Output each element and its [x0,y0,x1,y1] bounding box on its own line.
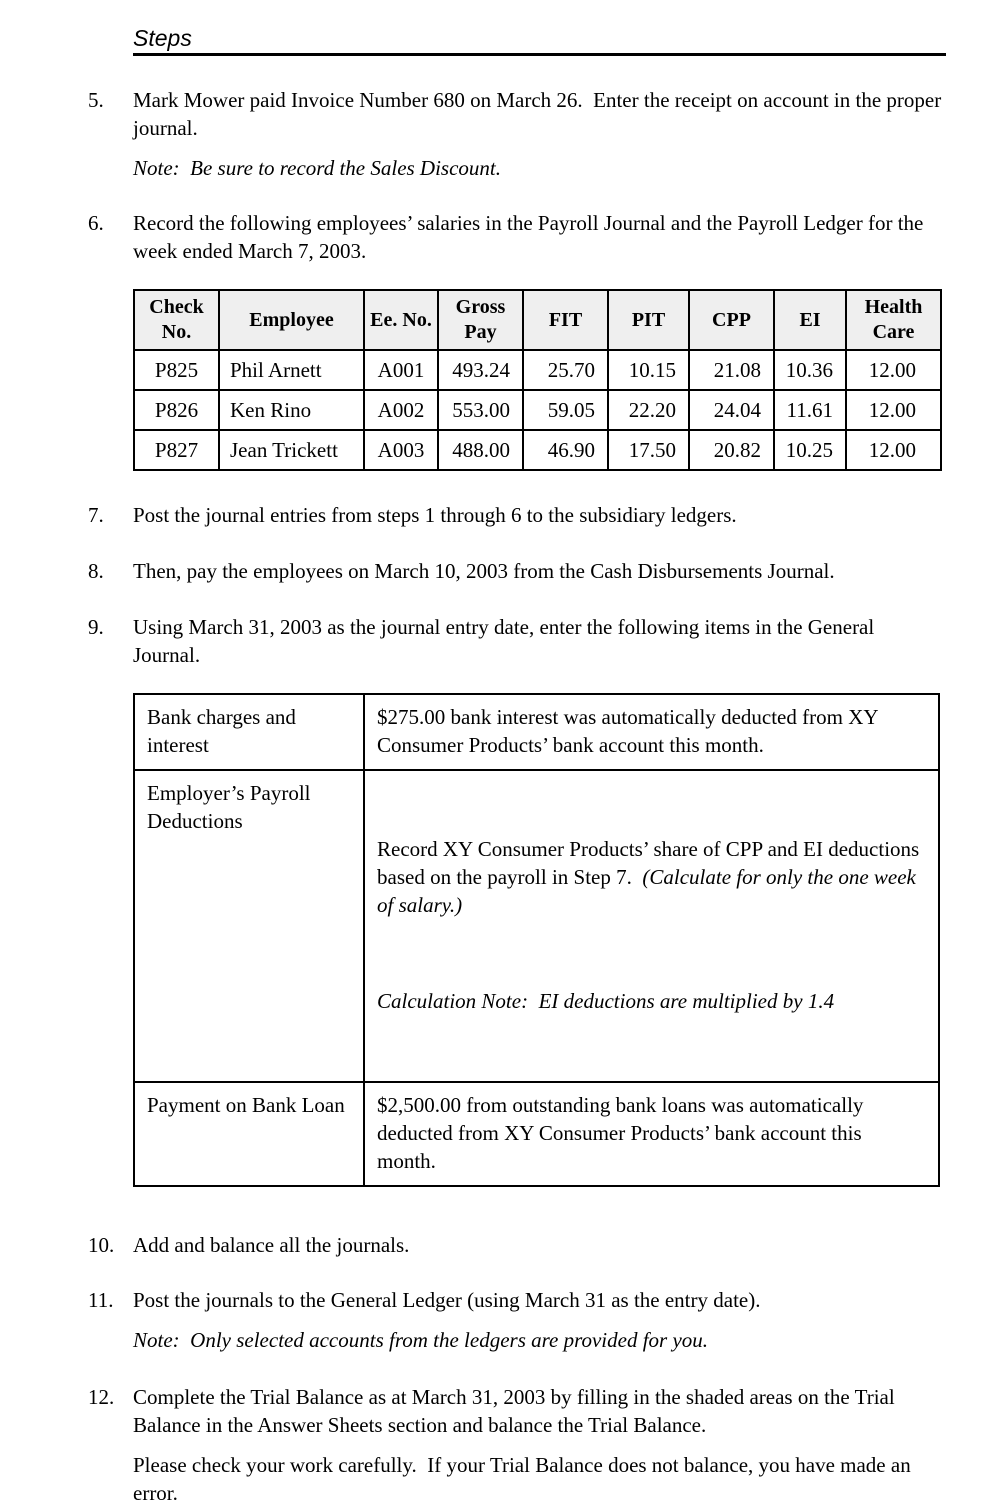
cell-fit: 25.70 [523,350,608,390]
cell-gross-pay: 488.00 [438,430,523,470]
step-text: Using March 31, 2003 as the journal entry date, enter the following items in the General Journal. [133,615,880,667]
step-9 [88,613,946,669]
cell-check-no: P826 [134,390,219,430]
description-parenthetical: (Calculate for only the one week of salary.) [377,865,922,917]
cell-cpp: 20.82 [689,430,774,470]
step-number: 11. [88,1288,114,1312]
cell-fit: 46.90 [523,430,608,470]
cell-pit: 22.20 [608,390,689,430]
description-main: Record XY Consumer Products’ share of CPP and EI deductions based on the payroll in Step 7. [377,837,925,889]
payroll-row [134,390,941,430]
step-text: Then, pay the employees on March 10, 2003 from the Cash Disbursements Journal. [133,559,835,583]
step-number: 12. [88,1385,115,1409]
cell-gross-pay: 493.24 [438,350,523,390]
journal-item-label: Employer’s Payroll Deductions [134,770,364,1082]
col-header-fit: FIT [523,290,608,350]
step-11 [88,1286,946,1354]
payroll-row [134,350,941,390]
cell-cpp: 24.04 [689,390,774,430]
col-header-ei: EI [774,290,846,350]
cell-check-no: P825 [134,350,219,390]
cell-check-no: P827 [134,430,219,470]
step-text: Record the following employees’ salaries in the Payroll Journal and the Payroll Ledger for the week ended March 7, 2003. [133,211,929,263]
col-header-health-care: Health Care [846,290,941,350]
step-text: Add and balance all the journals. [133,1233,410,1257]
cell-health-care: 12.00 [846,390,941,430]
col-header-ee-no: Ee. No. [364,290,438,350]
cell-fit: 59.05 [523,390,608,430]
col-header-cpp: CPP [689,290,774,350]
page-title: Steps [133,25,192,51]
col-header-pit: PIT [608,290,689,350]
journal-item-description [364,770,939,1082]
journal-items-table [133,693,940,1187]
journal-item-description: $275.00 bank interest was automatically deducted from XY Consumer Products’ bank account this month. [364,694,939,770]
step-5 [88,86,946,182]
steps-header [133,26,946,56]
cell-ee-no: A002 [364,390,438,430]
journal-item-label: Payment on Bank Loan [134,1082,364,1186]
step-6 [88,209,946,265]
calculation-note: Calculation Note: EI deductions are multiplied by 1.4 [377,989,835,1013]
cell-health-care: 12.00 [846,430,941,470]
cell-cpp: 21.08 [689,350,774,390]
step-number: 9. [88,615,104,639]
cell-gross-pay: 553.00 [438,390,523,430]
step-note: Note: Only selected accounts from the ledgers are provided for you. [133,1328,709,1352]
step-text: Complete the Trial Balance as at March 31, 2003 by filling in the shaded areas on the Trial Balance in the Answer Sheets section and balance the Trial Balance. [133,1385,900,1437]
step-text: Post the journal entries from steps 1 through 6 to the subsidiary ledgers. [133,503,737,527]
step-number: 7. [88,503,104,527]
step-number: 10. [88,1233,115,1257]
step-number: 6. [88,211,104,235]
step-note: Note: Be sure to record the Sales Discount. [133,156,502,180]
step-number: 5. [88,88,104,112]
journal-item-description: $2,500.00 from outstanding bank loans was automatically deducted from XY Consumer Products’ bank account this month. [364,1082,939,1186]
cell-ei: 11.61 [774,390,846,430]
cell-ee-no: A001 [364,350,438,390]
payroll-table [133,289,942,471]
cell-ei: 10.36 [774,350,846,390]
journal-item-label: Bank charges and interest [134,694,364,770]
payroll-header-row [134,290,941,350]
journal-row-bank-loan-payment [134,1082,939,1186]
step-8 [88,557,946,585]
journal-row-employer-payroll-deductions [134,770,939,1082]
step-text: Post the journals to the General Ledger (using March 31 as the entry date). [133,1288,761,1312]
step-12 [88,1383,946,1507]
cell-health-care: 12.00 [846,350,941,390]
step-7 [88,501,946,529]
step-10 [88,1231,946,1259]
step-number: 8. [88,559,104,583]
step-followup-text: Please check your work carefully. If your Trial Balance does not balance, you have made an error. [133,1453,916,1505]
step-text: Mark Mower paid Invoice Number 680 on March 26. Enter the receipt on account in the proper journal. [133,88,947,140]
col-header-check-no: Check No. [134,290,219,350]
cell-ee-no: A003 [364,430,438,470]
cell-pit: 10.15 [608,350,689,390]
payroll-row [134,430,941,470]
cell-ei: 10.25 [774,430,846,470]
cell-employee: Ken Rino [219,390,364,430]
cell-pit: 17.50 [608,430,689,470]
journal-row-bank-charges [134,694,939,770]
cell-employee: Phil Arnett [219,350,364,390]
col-header-gross-pay: Gross Pay [438,290,523,350]
col-header-employee: Employee [219,290,364,350]
cell-employee: Jean Trickett [219,430,364,470]
